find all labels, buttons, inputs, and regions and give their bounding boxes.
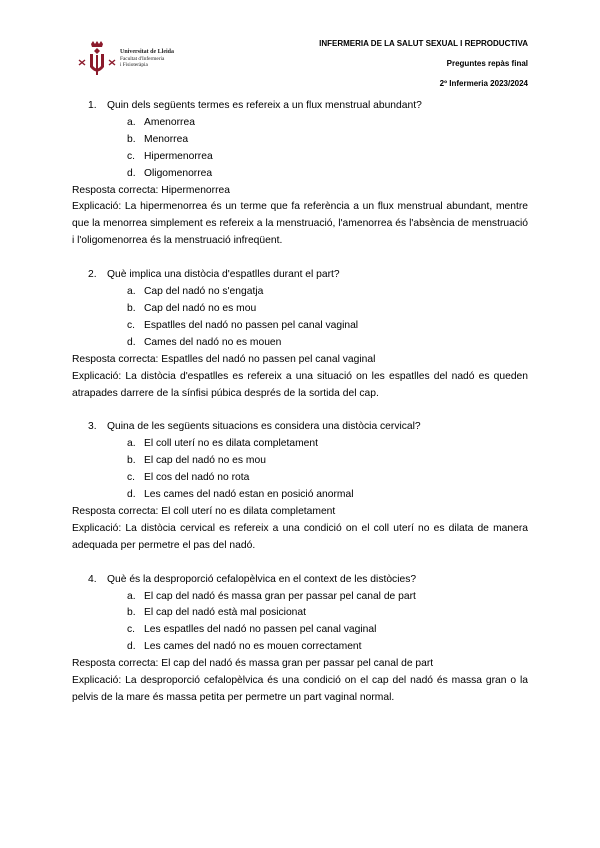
document-title: INFERMERIA DE LA SALUT SEXUAL I REPRODUCTIVA (319, 39, 528, 48)
university-crest-icon (76, 40, 118, 80)
options-list (72, 589, 528, 657)
options-list (72, 284, 528, 352)
question-block (72, 572, 528, 707)
option-item: c. Hipermenorrea (127, 150, 213, 162)
option-item: d. Les cames del nadó no es mouen correctament (127, 641, 362, 653)
option-item: a. Amenorrea (127, 116, 195, 128)
question-block (72, 98, 528, 250)
option-item: a. El coll uterí no es dilata completament (127, 438, 318, 450)
document-subtitle: Preguntes repàs final (446, 59, 528, 68)
logo-line: Facultat d'Infermeria (120, 55, 165, 62)
correct-answer: Resposta correcta: Hipermenorrea (72, 184, 230, 196)
logo-line: i Fisioteràpia (120, 62, 148, 69)
option-item: a. El cap del nadó és massa gran per passar pel canal de part (127, 590, 416, 602)
logo-text (120, 49, 174, 69)
option-item: b. El cap del nadó no es mou (127, 455, 266, 467)
option-item: a. Cap del nadó no s'engatja (127, 286, 264, 298)
university-logo (76, 40, 186, 80)
course-label: 2º Infermeria 2023/2024 (439, 79, 528, 88)
options-list (72, 115, 528, 183)
correct-answer: Resposta correcta: Espatlles del nadó no passen pel canal vaginal (72, 353, 376, 365)
option-item: c. El cos del nadó no rota (127, 472, 250, 484)
question-text: 2. Què implica una distòcia d'espatlles durant el part? (88, 269, 340, 281)
question-text: 1. Quin dels següents termes es refereix a un flux menstrual abundant? (88, 100, 422, 111)
option-item: b. El cap del nadó està mal posicionat (127, 607, 306, 619)
option-item: c. Les espatlles del nadó no passen pel canal vaginal (127, 624, 377, 636)
option-item: d. Les cames del nadó estan en posició anormal (127, 489, 354, 501)
explanation: Explicació: La distòcia d'espatlles es refereix a una situació on les espatlles del nadó es queden atrapades darrere de la sínfisi púbica després de la sortida del cap. (72, 370, 528, 399)
question-block (72, 267, 528, 402)
option-item: d. Cames del nadó no es mouen (127, 336, 282, 348)
question-text: 4. Què és la desproporció cefalopèlvica en el context de les distòcies? (88, 573, 417, 585)
questions-content (72, 98, 528, 707)
explanation: Explicació: La desproporció cefalopèlvica és una condició on el cap del nadó és massa gran o la pelvis de la mare és massa petita per permetre un part vaginal normal. (72, 675, 528, 703)
explanation: Explicació: La distòcia cervical es refereix a una condició on el coll uterí no es dilata de manera adequada per permetre el pas del nadó. (72, 522, 528, 551)
logo-line: Universitat de Lleida (120, 49, 174, 55)
option-item: c. Espatlles del nadó no passen pel canal vaginal (127, 319, 359, 331)
options-list (72, 436, 528, 504)
explanation: Explicació: La hipermenorrea és un terme que fa referència a un flux menstrual abundant, mentre que la menorrea simplement es refereix a la menstruació, l'amenorrea és l'absència de menstruació i l'oligomenorrea és la menstruació infreqüent. (72, 201, 528, 247)
question-block (72, 419, 528, 554)
correct-answer: Resposta correcta: El cap del nadó és massa gran per passar pel canal de part (72, 658, 434, 670)
question-text: 3. Quina de les següents situacions es considera una distòcia cervical? (88, 421, 421, 433)
option-item: b. Cap del nadó no es mou (127, 302, 257, 314)
correct-answer: Resposta correcta: El coll uterí no es dilata completament (72, 505, 336, 517)
option-item: d. Oligomenorrea (127, 167, 213, 179)
option-item: b. Menorrea (127, 133, 189, 145)
